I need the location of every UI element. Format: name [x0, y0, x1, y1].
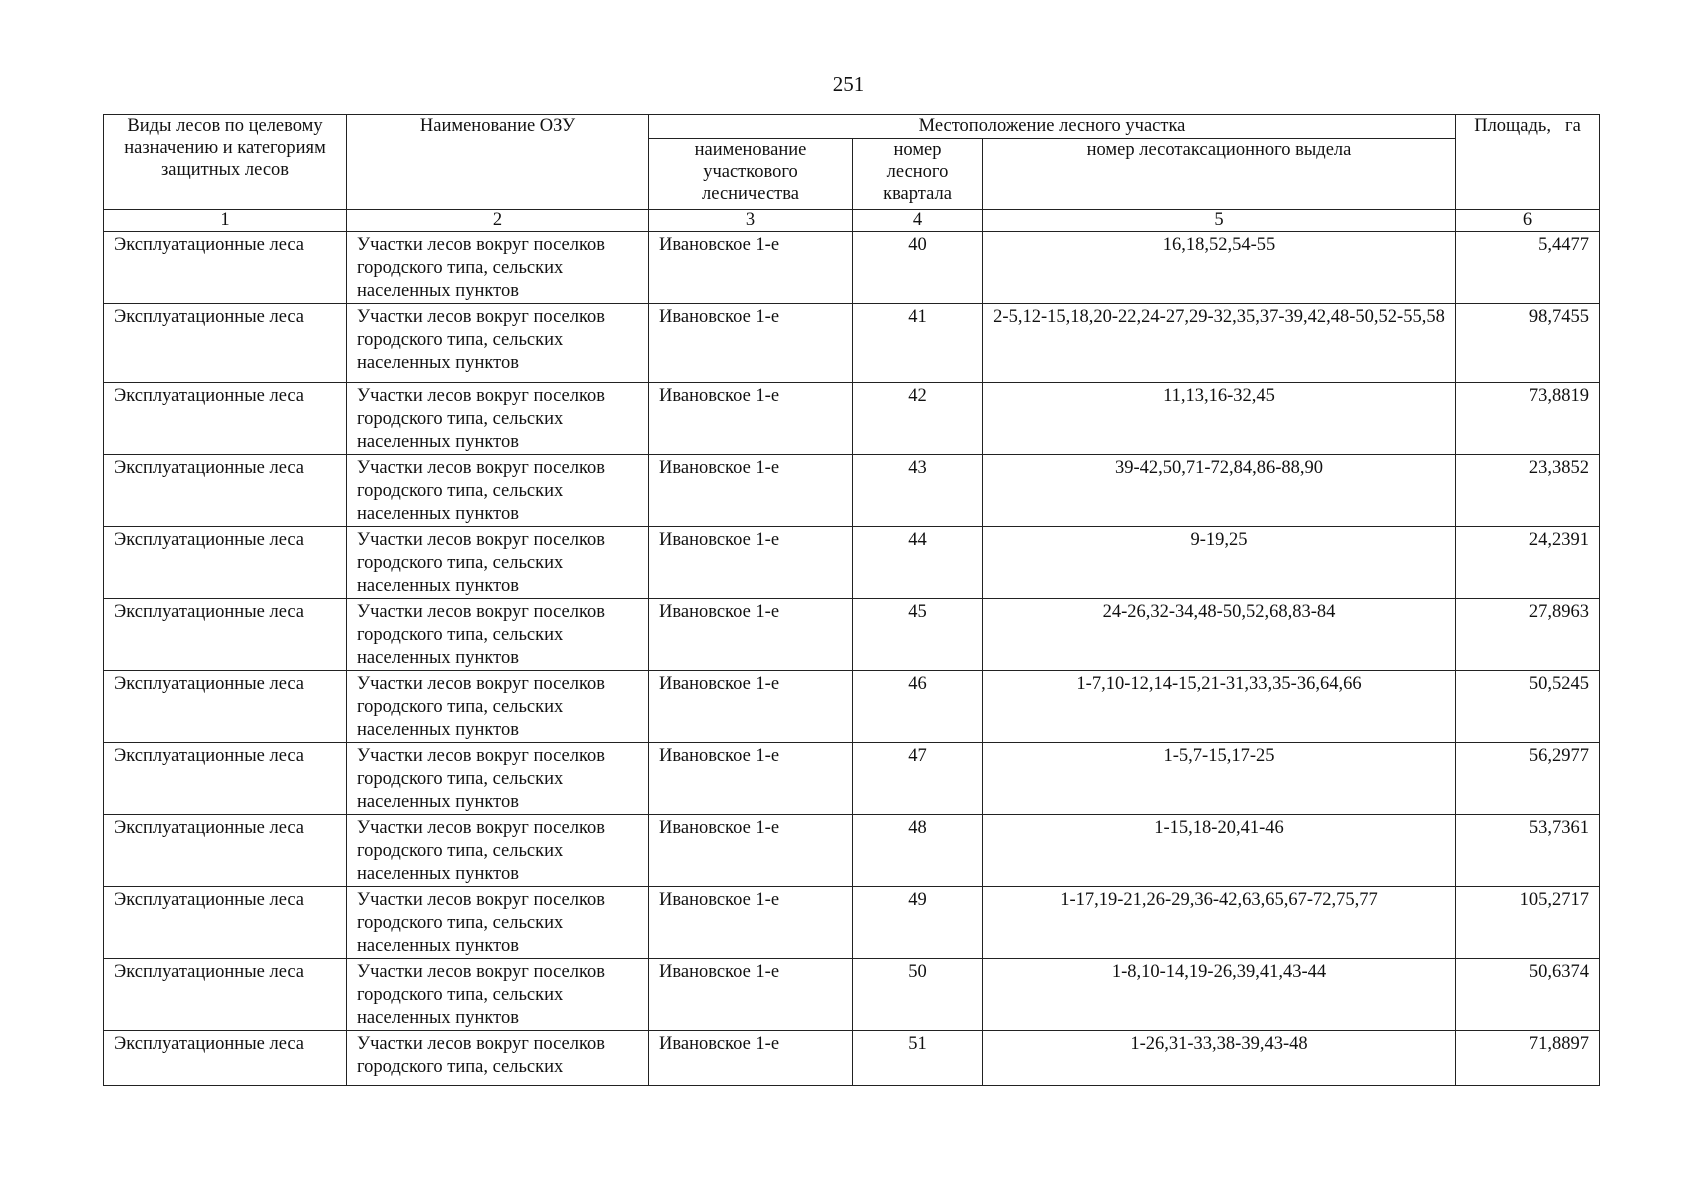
cell-quarter-number: 50 [853, 959, 983, 1031]
cell-forest-type: Эксплуатационные леса [104, 1031, 347, 1086]
cell-district-forestry: Ивановское 1-е [649, 815, 853, 887]
cell-district-forestry: Ивановское 1-е [649, 232, 853, 304]
cell-ozu-name: Участки лесов вокруг поселков городского типа, сельских населенных пунктов [347, 599, 649, 671]
cell-ozu-name: Участки лесов вокруг поселков городского типа, сельских населенных пунктов [347, 887, 649, 959]
forest-plots-table [103, 114, 1600, 1086]
table-row [104, 383, 1600, 455]
cell-area: 71,8897 [1456, 1031, 1600, 1086]
cell-area: 105,2717 [1456, 887, 1600, 959]
cell-area: 23,3852 [1456, 455, 1600, 527]
cell-quarter-number: 46 [853, 671, 983, 743]
cell-forest-type: Эксплуатационные леса [104, 887, 347, 959]
cell-ozu-name: Участки лесов вокруг поселков городского типа, сельских населенных пунктов [347, 743, 649, 815]
cell-ozu-name: Участки лесов вокруг поселков городского типа, сельских населенных пунктов [347, 455, 649, 527]
cell-ozu-name: Участки лесов вокруг поселков городского типа, сельских населенных пунктов [347, 815, 649, 887]
cell-ozu-name: Участки лесов вокруг поселков городского типа, сельских населенных пунктов [347, 383, 649, 455]
cell-district-forestry: Ивановское 1-е [649, 599, 853, 671]
cell-ozu-name: Участки лесов вокруг поселков городского типа, сельских населенных пунктов [347, 671, 649, 743]
cell-plot-numbers: 1-17,19-21,26-29,36-42,63,65,67-72,75,77 [983, 887, 1456, 959]
cell-plot-numbers: 11,13,16-32,45 [983, 383, 1456, 455]
cell-forest-type: Эксплуатационные леса [104, 671, 347, 743]
cell-plot-numbers: 1-8,10-14,19-26,39,41,43-44 [983, 959, 1456, 1031]
cell-area: 27,8963 [1456, 599, 1600, 671]
cell-plot-numbers: 9-19,25 [983, 527, 1456, 599]
cell-quarter-number: 40 [853, 232, 983, 304]
cell-quarter-number: 41 [853, 304, 983, 383]
header-area-label: Площадь, [1474, 116, 1551, 136]
page-number: 251 [832, 72, 865, 96]
cell-ozu-name: Участки лесов вокруг поселков городского типа, сельских [347, 1031, 649, 1086]
header-area [1456, 115, 1600, 210]
header-district-forestry: наименование участкового лесничества [649, 139, 853, 210]
header-area-unit: га [1565, 116, 1581, 136]
header-row-main [104, 115, 1600, 139]
cell-quarter-number: 49 [853, 887, 983, 959]
cell-forest-type: Эксплуатационные леса [104, 599, 347, 671]
cell-district-forestry: Ивановское 1-е [649, 527, 853, 599]
cell-plot-numbers: 39-42,50,71-72,84,86-88,90 [983, 455, 1456, 527]
cell-district-forestry: Ивановское 1-е [649, 455, 853, 527]
column-number: 2 [347, 210, 649, 232]
table-row [104, 887, 1600, 959]
table-row [104, 1031, 1600, 1086]
cell-quarter-number: 42 [853, 383, 983, 455]
column-number: 6 [1456, 210, 1600, 232]
cell-quarter-number: 43 [853, 455, 983, 527]
cell-plot-numbers: 1-7,10-12,14-15,21-31,33,35-36,64,66 [983, 671, 1456, 743]
table-row [104, 304, 1600, 383]
cell-plot-numbers: 16,18,52,54-55 [983, 232, 1456, 304]
cell-district-forestry: Ивановское 1-е [649, 1031, 853, 1086]
header-plot-numbers: номер лесотаксационного выдела [983, 139, 1456, 210]
column-number: 1 [104, 210, 347, 232]
cell-ozu-name: Участки лесов вокруг поселков городского типа, сельских населенных пунктов [347, 304, 649, 383]
column-number: 5 [983, 210, 1456, 232]
cell-quarter-number: 47 [853, 743, 983, 815]
cell-quarter-number: 45 [853, 599, 983, 671]
header-forest-type: Виды лесов по целевому назначению и категориям защитных лесов [104, 115, 347, 210]
cell-plot-numbers: 24-26,32-34,48-50,52,68,83-84 [983, 599, 1456, 671]
cell-forest-type: Эксплуатационные леса [104, 232, 347, 304]
cell-plot-numbers: 1-15,18-20,41-46 [983, 815, 1456, 887]
cell-area: 56,2977 [1456, 743, 1600, 815]
cell-district-forestry: Ивановское 1-е [649, 671, 853, 743]
table-row [104, 815, 1600, 887]
table-row [104, 959, 1600, 1031]
cell-quarter-number: 51 [853, 1031, 983, 1086]
column-number: 4 [853, 210, 983, 232]
header-location-group: Местоположение лесного участка [649, 115, 1456, 139]
cell-forest-type: Эксплуатационные леса [104, 455, 347, 527]
cell-ozu-name: Участки лесов вокруг поселков городского типа, сельских населенных пунктов [347, 527, 649, 599]
header-ozu-name: Наименование ОЗУ [347, 115, 649, 210]
header-quarter-number: номер лесного квартала [853, 139, 983, 210]
table-row [104, 599, 1600, 671]
cell-area: 50,5245 [1456, 671, 1600, 743]
table-row [104, 232, 1600, 304]
cell-ozu-name: Участки лесов вокруг поселков городского типа, сельских населенных пунктов [347, 959, 649, 1031]
table-row [104, 743, 1600, 815]
table-row [104, 527, 1600, 599]
cell-plot-numbers: 1-5,7-15,17-25 [983, 743, 1456, 815]
cell-district-forestry: Ивановское 1-е [649, 304, 853, 383]
cell-area: 24,2391 [1456, 527, 1600, 599]
cell-forest-type: Эксплуатационные леса [104, 383, 347, 455]
cell-quarter-number: 48 [853, 815, 983, 887]
cell-area: 50,6374 [1456, 959, 1600, 1031]
cell-plot-numbers: 2-5,12-15,18,20-22,24-27,29-32,35,37-39,42,48-50,52-55,58 [983, 304, 1456, 383]
table-row [104, 671, 1600, 743]
cell-district-forestry: Ивановское 1-е [649, 959, 853, 1031]
column-number: 3 [649, 210, 853, 232]
cell-forest-type: Эксплуатационные леса [104, 304, 347, 383]
table-row [104, 455, 1600, 527]
cell-area: 73,8819 [1456, 383, 1600, 455]
cell-district-forestry: Ивановское 1-е [649, 743, 853, 815]
cell-forest-type: Эксплуатационные леса [104, 527, 347, 599]
cell-area: 5,4477 [1456, 232, 1600, 304]
cell-ozu-name: Участки лесов вокруг поселков городского типа, сельских населенных пунктов [347, 232, 649, 304]
cell-district-forestry: Ивановское 1-е [649, 887, 853, 959]
cell-area: 98,7455 [1456, 304, 1600, 383]
cell-forest-type: Эксплуатационные леса [104, 743, 347, 815]
cell-plot-numbers: 1-26,31-33,38-39,43-48 [983, 1031, 1456, 1086]
table-header [104, 115, 1600, 232]
cell-quarter-number: 44 [853, 527, 983, 599]
column-number-row [104, 210, 1600, 232]
cell-forest-type: Эксплуатационные леса [104, 959, 347, 1031]
table-body [104, 232, 1600, 1086]
cell-area: 53,7361 [1456, 815, 1600, 887]
cell-forest-type: Эксплуатационные леса [104, 815, 347, 887]
cell-district-forestry: Ивановское 1-е [649, 383, 853, 455]
